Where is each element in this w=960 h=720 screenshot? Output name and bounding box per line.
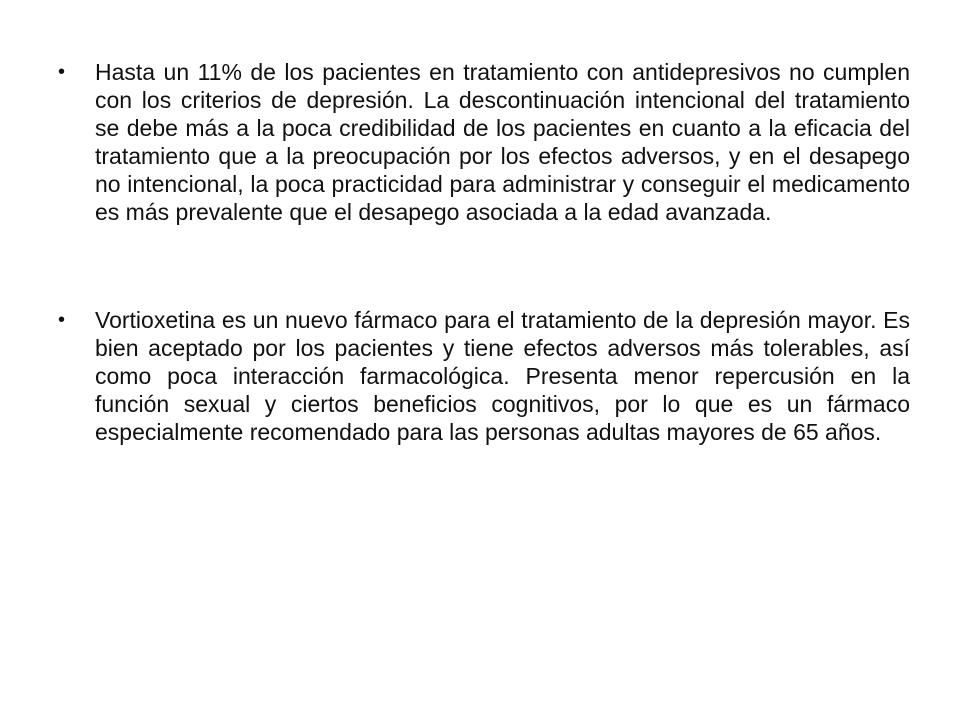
bullet-text-vortioxetine: Vortioxetina es un nuevo fármaco para el tratamiento de la depresión mayor. Es bien aceptado por los pacientes y tiene efectos adversos más tolerables, así como poca interacción farmacológica. Presenta menor repercusión en la función sexual y ciertos beneficios cognitivos, por lo que es un fármaco especialmente recomendado para las personas adultas mayores de 65 años. [95, 307, 910, 445]
bullet-item-vortioxetine [58, 306, 910, 446]
bullet-dot-icon: • [58, 309, 66, 331]
bullet-list [58, 58, 910, 446]
bullet-dot-icon: • [58, 61, 66, 83]
bullet-text-adherence: Hasta un 11% de los pacientes en tratamiento con antidepresivos no cumplen con los criterios de depresión. La descontinuación intencional del tratamiento se debe más a la poca credibilidad de los pacientes en cuanto a la eficacia del tratamiento que a la preocupación por los efectos adversos, y en el desapego no intencional, la poca practicidad para administrar y conseguir el medicamento es más prevalente que el desapego asociada a la edad avanzada. [95, 59, 910, 225]
bullet-item-adherence [58, 58, 910, 226]
